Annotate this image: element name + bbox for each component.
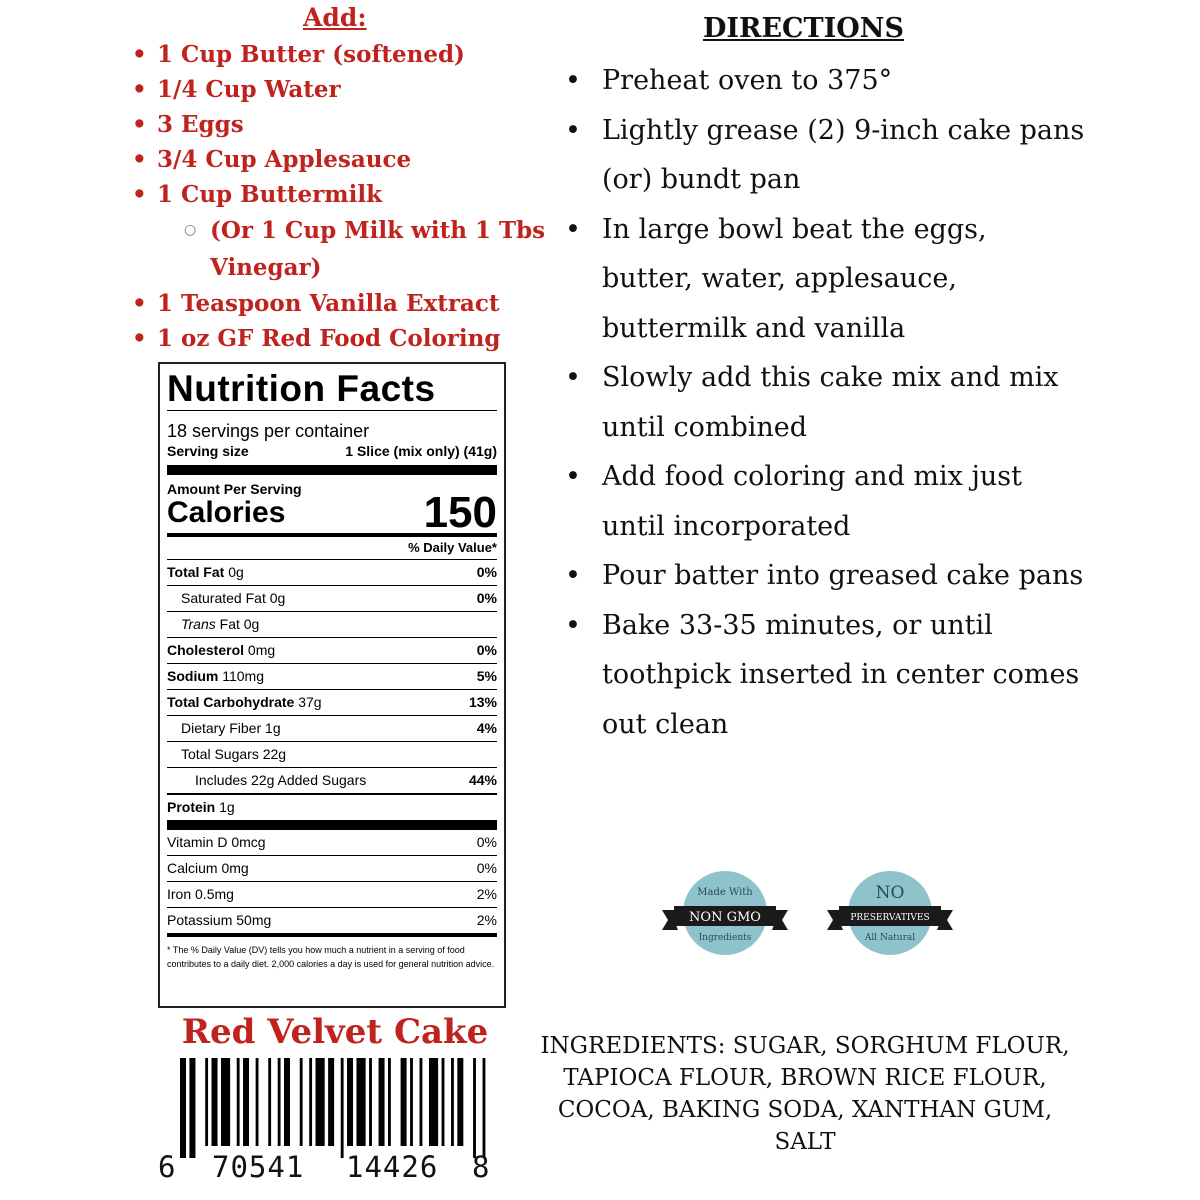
nutrient-pct: 13% — [468, 694, 497, 710]
add-item: • 3/4 Cup Applesauce — [132, 142, 552, 177]
nutrient-pct: 4% — [476, 720, 497, 736]
barcode-bar — [212, 1058, 218, 1146]
add-item: • 1/4 Cup Water — [132, 72, 552, 107]
barcode-digit-first: 6 — [158, 1150, 177, 1184]
barcode-bar — [237, 1058, 240, 1146]
nutrient-name: Trans — [181, 616, 216, 632]
vitamin-name: Calcium 0mg — [167, 860, 249, 876]
product-name: Red Velvet Cake — [181, 1012, 489, 1052]
barcode-bar — [180, 1058, 186, 1158]
nutrient-amount: 0g — [228, 564, 244, 580]
nutrient-row — [167, 611, 497, 637]
serving-size-value: 1 Slice (mix only) (41g) — [345, 443, 497, 459]
nutrient-pct: 5% — [476, 668, 497, 684]
barcode-bar — [300, 1058, 303, 1146]
barcode-bar — [457, 1058, 463, 1146]
direction-step: • Preheat oven to 375° — [565, 56, 1085, 106]
servings-per-container: 18 servings per container — [167, 421, 370, 441]
add-item: • 1 Cup Butter (softened) — [132, 37, 552, 72]
nutrient-name: Total Sugars — [181, 746, 259, 762]
daily-value-footnote: * The % Daily Value (DV) tells you how much a nutrient in a serving of food contributes to a daily diet. 2,000 calories a day is used for general nutrition advice. — [167, 945, 495, 969]
nutrient-row — [167, 559, 497, 585]
daily-value-header: % Daily Value* — [408, 540, 497, 555]
vitamin-row — [167, 907, 497, 933]
barcode-digits-left: 70541 — [212, 1150, 305, 1184]
non-gmo-badge-icon — [660, 868, 790, 958]
nutrient-name: Total Fat — [167, 564, 225, 580]
vitamin-row — [167, 855, 497, 881]
barcode-bar — [341, 1058, 344, 1158]
vitamin-pct: 2% — [476, 912, 497, 928]
nutrient-row — [167, 637, 497, 663]
add-item: • 1 Cup Buttermilk — [132, 177, 552, 212]
ingredients-text: INGREDIENTS: SUGAR, SORGHUM FLOUR, TAPIOCA FLOUR, BROWN RICE FLOUR, COCOA, BAKING SODA, XANTHAN GUM, SALT — [540, 1033, 1070, 1155]
nutrition-facts-panel — [158, 362, 506, 1008]
nutrient-name: Protein — [167, 799, 216, 815]
direction-step: • In large bowl beat the eggs, butter, water, applesauce, buttermilk and vanilla — [565, 205, 1085, 354]
barcode-bar — [442, 1058, 445, 1146]
calories-value: 150 — [423, 488, 497, 537]
nutrient-amount: Fat 0g — [219, 616, 260, 632]
directions-heading: DIRECTIONS — [703, 13, 904, 44]
nutrient-row — [167, 767, 497, 793]
nutrient-amount: 1g — [265, 720, 281, 736]
nutrient-row — [167, 585, 497, 611]
directions-list — [565, 56, 1085, 749]
vitamin-name: Iron 0.5mg — [167, 886, 234, 902]
barcode-icon — [178, 1058, 494, 1158]
vitamin-pct: 2% — [476, 886, 497, 902]
barcode-bar — [356, 1058, 365, 1146]
nutrient-pct: 0% — [476, 642, 497, 658]
barcode-bar — [369, 1058, 372, 1146]
amount-per-serving: Amount Per Serving — [167, 481, 302, 497]
barcode-bar — [328, 1058, 334, 1146]
barcode-bar — [483, 1058, 486, 1158]
vitamin-name: Vitamin D 0mcg — [167, 834, 266, 850]
no-preservatives-badge-icon — [825, 868, 955, 958]
add-item: • 1 Teaspoon Vanilla Extract — [132, 286, 552, 321]
direction-step: • Pour batter into greased cake pans — [565, 551, 1085, 601]
add-heading: Add: — [303, 3, 367, 32]
barcode-bar — [243, 1058, 249, 1146]
nutrient-row — [167, 793, 497, 820]
barcode-bar — [420, 1058, 423, 1146]
nutrient-row — [167, 715, 497, 741]
barcode-bar — [473, 1058, 476, 1158]
nutrient-amount: 0g — [269, 590, 286, 606]
vitamin-row — [167, 830, 497, 855]
barcode-bar — [347, 1058, 353, 1146]
barcode-bar — [451, 1058, 454, 1146]
serving-size-label: Serving size — [167, 443, 249, 459]
barcode-bar — [401, 1058, 407, 1146]
barcode-bar — [410, 1058, 413, 1146]
barcode-bar — [316, 1058, 325, 1146]
vitamin-row — [167, 881, 497, 907]
barcode-bar — [379, 1058, 385, 1146]
direction-step: • Slowly add this cake mix and mix until combined — [565, 353, 1085, 452]
nutrient-row — [167, 741, 497, 767]
direction-step: • Add food coloring and mix just until incorporated — [565, 452, 1085, 551]
nutrient-pct: 44% — [468, 772, 497, 788]
badge-banner-text: PRESERVATIVES — [850, 913, 930, 923]
nutrient-amount: 1g — [219, 799, 235, 815]
add-item: • 3 Eggs — [132, 107, 552, 142]
nutrient-name: Total Carbohydrate — [167, 694, 295, 710]
barcode-digit-last: 8 — [472, 1150, 491, 1184]
barcode-bar — [256, 1058, 259, 1146]
direction-step: • Lightly grease (2) 9-inch cake pans (or) bundt pan — [565, 106, 1085, 205]
nutrient-amount: 22g — [262, 746, 287, 762]
badge-bottom-text: Ingredients — [698, 933, 752, 943]
barcode-bar — [205, 1058, 208, 1146]
nutrient-amount: 110mg — [222, 668, 265, 684]
nutrition-title: Nutrition Facts — [167, 368, 436, 409]
direction-step: • Bake 33-35 minutes, or until toothpick inserted in center comes out clean — [565, 601, 1085, 750]
barcode-bar — [268, 1058, 271, 1146]
add-item: • 1 oz GF Red Food Coloring — [132, 321, 552, 356]
barcode-bar — [284, 1058, 290, 1146]
nutrient-row — [167, 663, 497, 689]
badge-banner-text: NON GMO — [689, 910, 761, 925]
barcode-bar — [189, 1058, 195, 1158]
barcode-digits-right: 14426 — [346, 1150, 439, 1184]
barcode-bar — [309, 1058, 312, 1146]
nutrient-name: Dietary Fiber — [181, 720, 262, 736]
barcode-bar — [278, 1058, 281, 1146]
nutrient-name: Includes 22g Added Sugars — [195, 772, 367, 788]
nutrient-pct: 0% — [476, 590, 497, 606]
nutrient-name: Sodium — [167, 668, 219, 684]
badge-top-text: NO — [875, 883, 905, 903]
nutrient-row — [167, 689, 497, 715]
nutrient-amount: 37g — [298, 694, 322, 710]
barcode-bar — [388, 1058, 391, 1146]
calories-label: Calories — [167, 496, 286, 529]
vitamin-name: Potassium 50mg — [167, 912, 272, 928]
serving-size-row — [167, 441, 497, 461]
nutrient-name: Cholesterol — [167, 642, 245, 658]
barcode-bar — [221, 1058, 230, 1146]
nutrient-amount: 0mg — [247, 642, 276, 658]
add-sub-item: ○ (Or 1 Cup Milk with 1 Tbs Vinegar) — [132, 212, 552, 286]
badge-top-text: Made With — [697, 887, 753, 898]
nutrient-name: Saturated Fat — [181, 590, 266, 606]
vitamin-pct: 0% — [476, 860, 497, 876]
nutrient-pct: 0% — [476, 564, 497, 580]
add-ingredients-list — [132, 37, 552, 356]
barcode-bar — [429, 1058, 438, 1146]
vitamin-pct: 0% — [476, 834, 497, 850]
badge-bottom-text: All Natural — [864, 933, 916, 943]
